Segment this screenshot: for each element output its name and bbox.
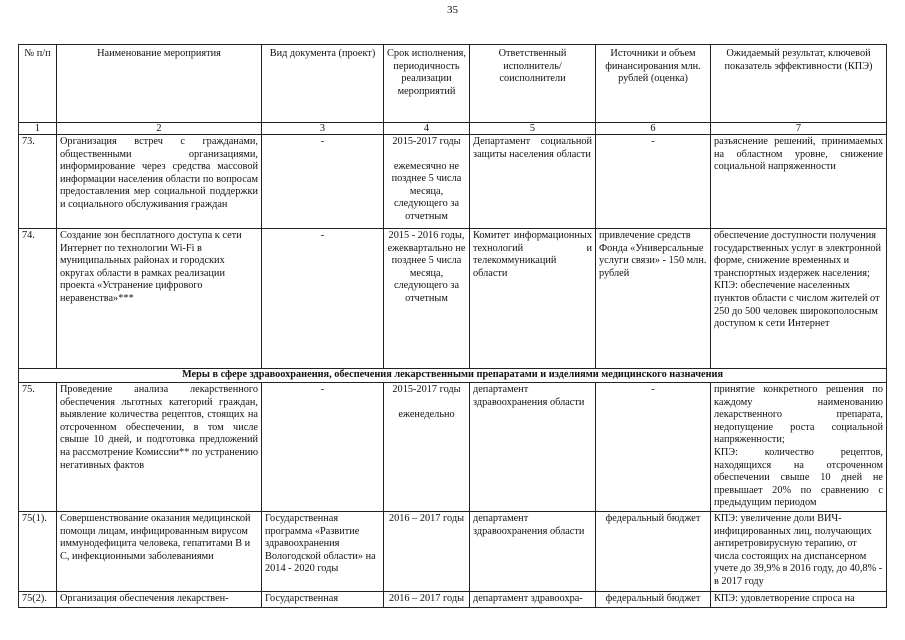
responsible: департамент здравоохранения области	[470, 511, 596, 591]
financing: федеральный бюджет	[596, 591, 711, 607]
measure-name: Проведение анализа лекарственного обеспечения льготных категорий граждан, выявление количества рецептов, стоящих на отсроченном обеспечении, в том числе свыше 10 дней, и подготовка предложений на рассмотрение Комиссии** по устранению негативных фактов	[57, 383, 262, 512]
row-number: 75.	[19, 383, 57, 512]
term-periodicity: еженедельно	[398, 408, 455, 420]
row-number: 75(1).	[19, 511, 57, 591]
column-number-row	[19, 123, 887, 135]
document-type: Государственная программа «Развитие здравоохранения Вологодской области» на 2014 - 2020 годы	[262, 511, 384, 591]
row-number: 73.	[19, 135, 57, 229]
measures-table	[18, 44, 887, 608]
table-row	[19, 591, 887, 607]
responsible: Комитет информационных технологий и телекоммуникаций области	[470, 229, 596, 369]
column-number: 5	[470, 123, 596, 135]
column-number: 4	[384, 123, 470, 135]
responsible: департамент здравоохра-	[470, 591, 596, 607]
term-years: 2016 – 2017 годы	[384, 511, 470, 591]
row-number: 75(2).	[19, 591, 57, 607]
responsible: Департамент социальной защиты населения области	[470, 135, 596, 229]
term-years: 2015-2017 годы	[392, 384, 461, 395]
header-name: Наименование мероприятия	[57, 45, 262, 123]
table-row	[19, 135, 887, 229]
term-years: 2016 – 2017 годы	[384, 591, 470, 607]
section-heading-row	[19, 369, 887, 383]
row-number: 74.	[19, 229, 57, 369]
measure-name: Организация встреч с гражданами, общественными организациями, информирование через средства массовой информации населения области по вопросам предоставления мер социальной поддержки и социального обслуживания граждан	[57, 135, 262, 229]
expected-result: обеспечение доступности получения государственных услуг в электронной форме, снижение временных и транспортных издержек населения; КПЭ: обеспечение населенных пунктов области с числом жителей от 250 до 500 человек широкополосным доступом к сети Интернет	[711, 229, 887, 369]
column-number: 3	[262, 123, 384, 135]
term-years: 2015-2017 годы	[392, 136, 461, 147]
term-cell	[384, 135, 470, 229]
expected-result: принятие конкретного решения по каждому наименованию лекарственного препарата, недопущение роста социальной напряженности; КПЭ: количество рецептов, находящихся на отсроченном обеспечении свыше 10 дней не превышает 20% по сравнению с предыдущим периодом	[711, 383, 887, 512]
measure-name: Организация обеспечения лекарствен-	[57, 591, 262, 607]
expected-result: КПЭ: удовлетворение спроса на	[711, 591, 887, 607]
document-type: -	[262, 135, 384, 229]
table-row	[19, 511, 887, 591]
expected-result: КПЭ: увеличение доли ВИЧ-инфицированных лиц, получающих антиретровирусную терапию, от числа состоящих на диспансерном учете до 39,9% в 2016 году, до 40,8% - в 2017 году	[711, 511, 887, 591]
page-number: 35	[447, 4, 458, 16]
column-number: 2	[57, 123, 262, 135]
responsible: департамент здравоохранения области	[470, 383, 596, 512]
header-responsible: Ответственный исполнитель/ соисполнители	[470, 45, 596, 123]
financing: -	[596, 135, 711, 229]
header-num: № п/п	[19, 45, 57, 123]
financing: -	[596, 383, 711, 512]
expected-result: разъяснение решений, принимаемых на областном уровне, снижение социальной напряженности	[711, 135, 887, 229]
measure-name: Создание зон бесплатного доступа к сети Интернет по технологии Wi-Fi в муниципальных районах и городских округах области в рамках реализации проекта «Устранение цифрового неравенства»***	[57, 229, 262, 369]
term-periodicity: ежемесячно не позднее 5 числа месяца, следующего за отчетным	[391, 160, 462, 222]
column-number: 7	[711, 123, 887, 135]
measure-name: Совершенствование оказания медицинской помощи лицам, инфицированным вирусом иммунодефицита человека, гепатитами В и С, инфекционными заболеваниями	[57, 511, 262, 591]
header-row	[19, 45, 887, 123]
header-term: Срок исполнения, периодичность реализации мероприятий	[384, 45, 470, 123]
term-cell	[384, 229, 470, 369]
financing: федеральный бюджет	[596, 511, 711, 591]
term-cell	[384, 383, 470, 512]
term-years: 2015 - 2016 годы, ежеквартально не позднее 5 числа месяца, следующего за отчетным	[387, 230, 466, 304]
header-result: Ожидаемый результат, ключевой показатель эффективности (КПЭ)	[711, 45, 887, 123]
document-type: -	[262, 383, 384, 512]
header-doc: Вид документа (проект)	[262, 45, 384, 123]
table-row	[19, 383, 887, 512]
column-number: 6	[596, 123, 711, 135]
document-type: Государственная	[262, 591, 384, 607]
column-number: 1	[19, 123, 57, 135]
table-row	[19, 229, 887, 369]
header-financing: Источники и объем финансирования млн. рублей (оценка)	[596, 45, 711, 123]
document-type: -	[262, 229, 384, 369]
section-title: Меры в сфере здравоохранения, обеспечения лекарственными препаратами и изделиями медицинского назначения	[19, 369, 887, 383]
financing: привлечение средств Фонда «Универсальные услуги связи» - 150 млн. рублей	[596, 229, 711, 369]
